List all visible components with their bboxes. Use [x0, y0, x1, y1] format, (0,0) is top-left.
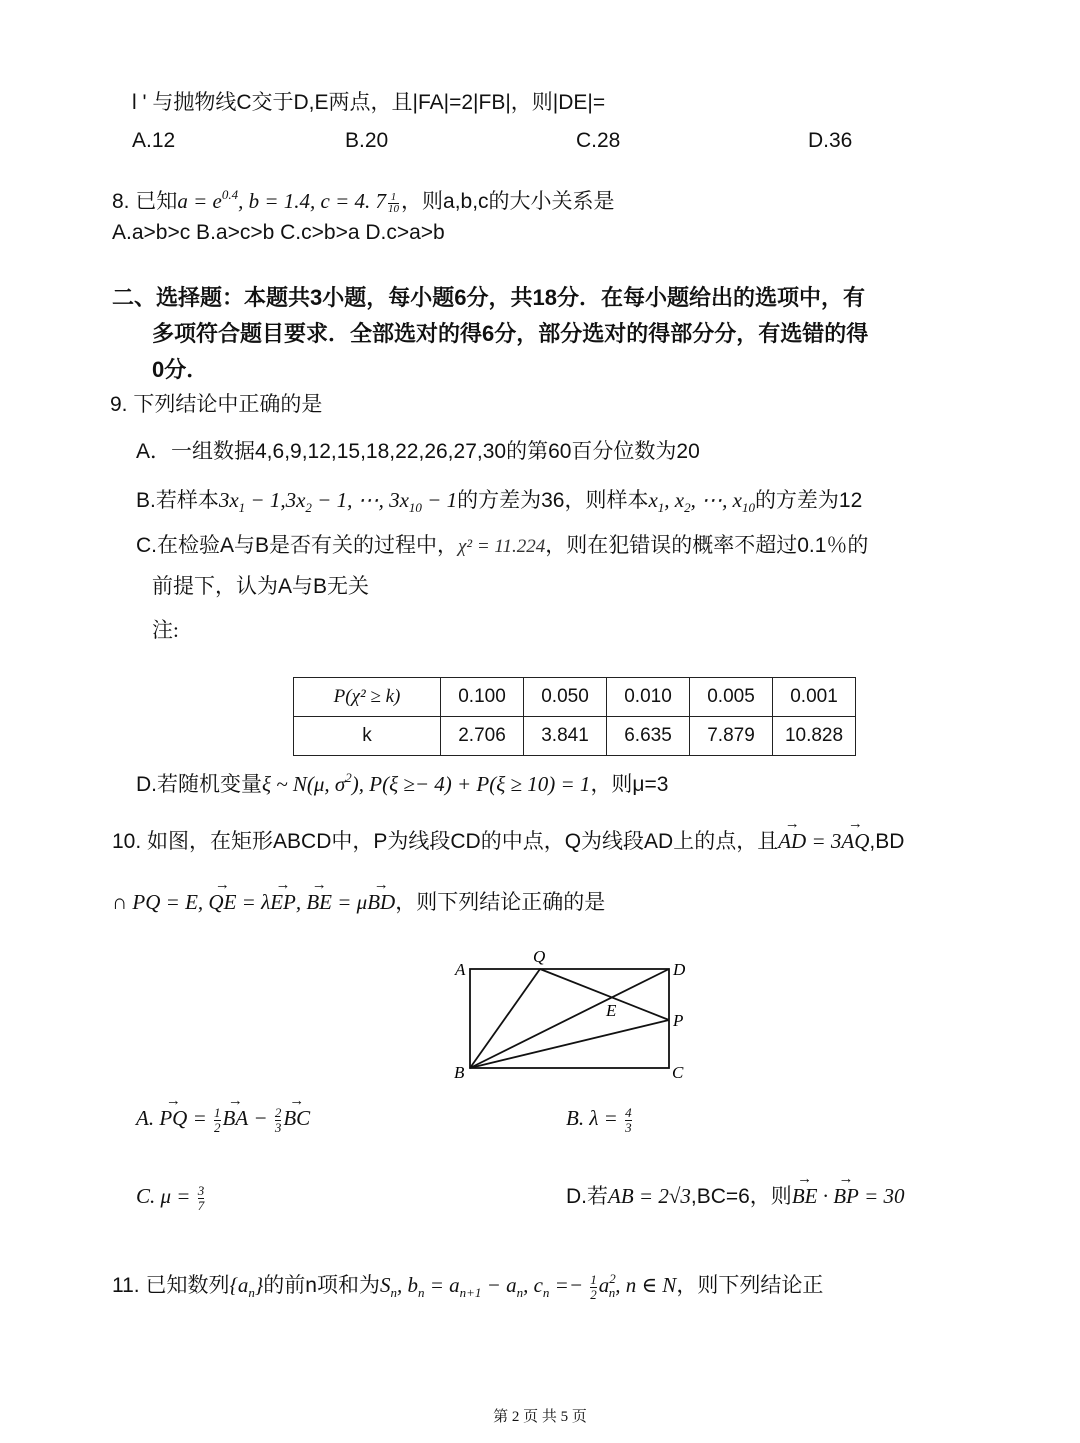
q11-lead: 11. 已知数列	[112, 1274, 230, 1297]
rectangle-figure	[440, 940, 700, 1085]
table-cell: 6.635	[607, 717, 690, 756]
q11-mid: 的前n项和为	[263, 1274, 380, 1297]
label-a: A	[455, 960, 466, 979]
table-cell: 7.879	[690, 717, 773, 756]
q10-option-a: A. → PQ = $\frac{1}{2}$ → BA − $\frac{2}{3}$ → BC	[136, 1105, 310, 1135]
q8-lead: 已知	[135, 190, 178, 213]
chi-square-table	[293, 677, 856, 756]
q8-formula: $a = e^{0.4}$, b = 1.4, c = 4. 7 $\frac{1}{10}$	[177, 187, 400, 215]
q10-option-c: C. μ = $\frac{3}{7}$	[136, 1182, 205, 1213]
q7-option-b: B.20	[345, 129, 389, 152]
table-row	[294, 717, 856, 756]
q9-option-d-formula: ξ ~ N(μ, $\sigma^2$), P(ξ ≥− 4) + P(ξ ≥ 10) = 1	[262, 770, 591, 796]
q9-option-c-chi: χ² = 11.224	[458, 536, 546, 557]
section2-heading-line2: 多项符合题目要求．全部选对的得6分，部分选对的得部分分，有选错的得	[152, 321, 869, 346]
table-row-label: k	[294, 717, 441, 756]
q9-option-b-sample1: $3x_1 - 1,3x_2 - 1$, ⋯, $3x_{10} - 1$	[218, 488, 458, 515]
q10-option-b: B. λ = $\frac{4}{3}$	[566, 1104, 632, 1135]
q11-tail: ，则下列结论正	[676, 1274, 824, 1297]
q8-number: 8.	[112, 190, 130, 213]
section2-heading-line1: 二、选择题：本题共3小题，每小题6分，共18分．在每小题给出的选项中，有	[112, 285, 865, 310]
q10-stem-line2-tail: ，则下列结论正确的是	[395, 891, 606, 914]
q9-option-b-tail: 的方差为12	[754, 489, 863, 512]
q9-option-b-sample2: $x_1$, $x_2$, ⋯, $x_{10}$	[648, 488, 755, 515]
q10-stem-lead: 10. 如图，在矩形ABCD中，P为线段CD的中点，Q为线段AD上的点，且	[112, 830, 779, 853]
q10-conditions: ∩ PQ = E, → QE = λ→ EP, → BE = μ→ BD	[112, 890, 395, 914]
q9-option-d-lead: D.若随机变量	[136, 773, 262, 796]
q8-tail: ，则a,b,c的大小关系是	[401, 190, 615, 213]
q10-option-d-product: → BE · → BP = 30	[792, 1184, 905, 1208]
q11-formula: $S_n$, $b_n = a_{n+1} - a_n$, $c_n$ =− $\frac{1}{2}$ $a^2_n$, n ∈ N	[379, 1271, 677, 1302]
q9-option-c	[136, 533, 868, 560]
table-cell: 2.706	[441, 717, 524, 756]
q9-option-a: A．一组数据4,6,9,12,15,18,22,26,27,30的第60百分位数为20	[136, 440, 700, 463]
q10-stem-tail: ,BD	[869, 830, 905, 853]
q9-option-d-tail: ，则μ=3	[590, 773, 669, 796]
q8-options: A.a>b>c B.a>c>b C.c>b>a D.c>a>b	[112, 221, 445, 244]
q9-option-b	[136, 487, 862, 521]
table-cell: 0.010	[607, 678, 690, 717]
q9-option-d	[136, 765, 668, 798]
table-cell: 3.841	[524, 717, 607, 756]
label-e: E	[606, 1001, 617, 1020]
q10-stem-line1	[112, 828, 904, 855]
q11-sequence: $\{a_n\}$	[229, 1273, 264, 1300]
label-q: Q	[533, 947, 546, 966]
q10-option-d	[566, 1183, 905, 1210]
q7-option-d: D.36	[808, 129, 853, 152]
q10-option-d-ab: AB = 2√3	[608, 1184, 691, 1208]
q11-stem	[112, 1266, 823, 1306]
q9-option-b-lead: B.若样本	[136, 489, 219, 512]
q10-option-d-mid: ,BC=6，则	[690, 1185, 792, 1208]
table-cell: 0.100	[441, 678, 524, 717]
page-footer: 第 2 页 共 5 页	[493, 1409, 587, 1425]
q9-stem: 9. 下列结论中正确的是	[110, 393, 323, 416]
table-cell: 0.005	[690, 678, 773, 717]
section2-heading-line3: 0分．	[152, 357, 209, 382]
q7-option-c: C.28	[576, 129, 621, 152]
q10-option-d-lead: D.若	[566, 1185, 608, 1208]
table-header-label: P(χ² ≥ k)	[294, 678, 441, 717]
q7-stem: l ' 与抛物线C交于D,E两点，且|FA|=2|FB|，则|DE|=	[132, 91, 606, 114]
table-cell: 10.828	[773, 717, 856, 756]
q10-stem-line2	[112, 889, 605, 916]
label-d: D	[673, 960, 686, 979]
q9-option-c-line2: 前提下，认为A与B无关	[152, 575, 370, 598]
table-cell: 0.050	[524, 678, 607, 717]
table-cell: 0.001	[773, 678, 856, 717]
label-c: C	[672, 1063, 684, 1082]
q8-line	[112, 182, 615, 215]
segment-qp	[540, 969, 669, 1020]
q9-option-c-tail: ，则在犯错误的概率不超过0.1％的	[545, 534, 869, 557]
q9-option-b-mid: 的方差为36，则样本	[457, 489, 649, 512]
q7-option-a: A.12	[132, 129, 176, 152]
q9-note: 注:	[152, 618, 179, 642]
q9-option-c-lead: C.在检验A与B是否有关的过程中，	[136, 534, 459, 557]
label-b: B	[454, 1063, 465, 1082]
segment-bd	[470, 969, 669, 1068]
table-row	[294, 678, 856, 717]
q10-vector-condition: → AD = 3→ AQ	[778, 829, 869, 853]
label-p: P	[673, 1011, 684, 1030]
